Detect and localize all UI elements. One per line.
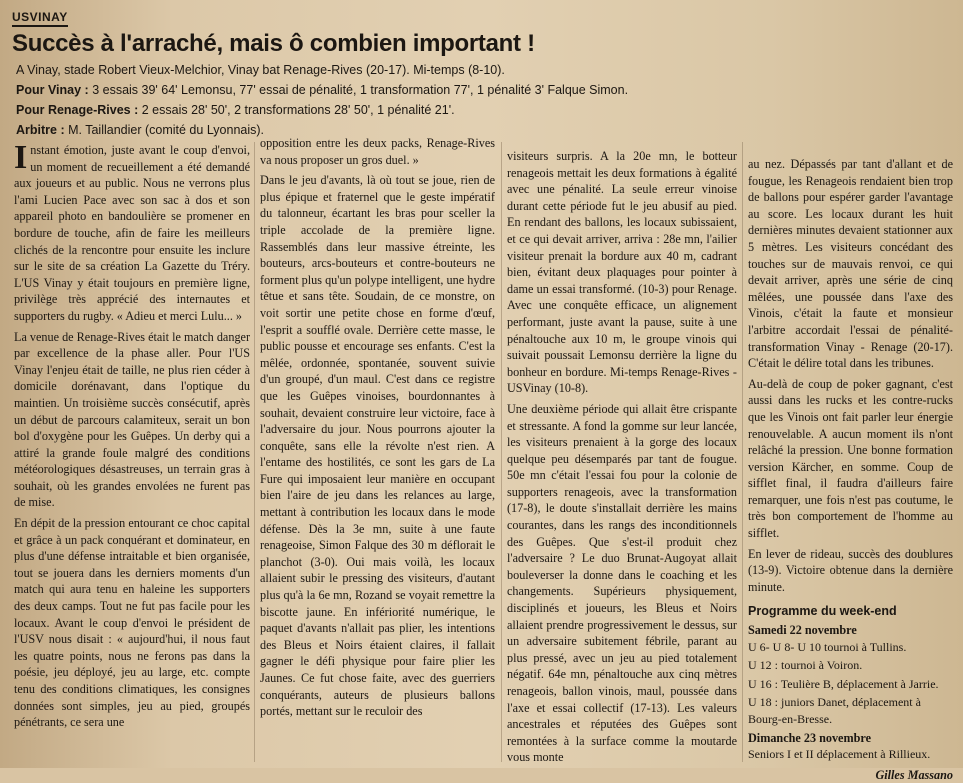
paragraph: opposition entre les deux packs, Renage-Rives va nous proposer un gros duel. » xyxy=(260,136,495,167)
summary-vinay xyxy=(16,80,946,100)
program-title: Programme du week-end xyxy=(748,604,897,619)
match-summary xyxy=(16,60,946,140)
paragraph: Une deuxième période qui allait être crispante et stressante. A fond la gomme sur leur lancée, les visiteurs prenaient à la gorge des locaux quelque peu désemparés par tant de fougue. 50e mn c'était l'essai fou pour la colonie de supporters renageois, avec la transformation (17-8), le doute s'installait derrière les mains courantes, dans les rangs des inconditionnels des Guêpes. Que s'est-il produit chez l'adversaire ? Le duo Brunat-Augoyat allait bouleverser la donne dans le coaching et les changements. Supérieurs physiquement, disciplinés et joueurs, les Bleus et Noirs allaient prendre progressivement le dessus, sur un adversaire subitement fébrile, parant au plus pressé, avec un jeu au pied totalement négatif. 64e mn, pénaltouche aux cinq mètres renageois, ballon vinois, maul, poussée dans l'axe et essai collectif (17-13). Les valeurs ancestrales et réputées des Guêpes sont remontées à la surface comme la moutarde vous monte xyxy=(507,401,737,765)
program-day-saturday: Samedi 22 novembre xyxy=(748,623,857,638)
paragraph: En lever de rideau, succès des doublures (13-9). Victoire obtenue dans la dernière minute. xyxy=(748,546,953,594)
article-author: Gilles Massano xyxy=(875,767,953,782)
section-kicker: USVINAY xyxy=(12,10,68,27)
program-item: U 6- U 8- U 10 tournoi à Tullins. xyxy=(748,639,907,654)
paragraph: Dans le jeu d'avants, là où tout se joue, rien de plus épique et fraternel que le geste impératif du talonneur, écartant les bras pour sceller la triple accolade de la première ligne. Rassemblés dans leur massive étreinte, les bouteurs, arcs-bouteurs et contre-bouteurs ne forment plus qu'un polype intelligent, une hydre têtue et sans tête. Soudain, de ce monstre, on voit sortir une petite chose en forme d'œuf, l'esprit a soufflé ovale. Derrière cette masse, le public pousse et encourage ses enfants. C'est la mêlée, ordonnée, spontanée, souvent suivie d'un groupé, d'un maul. C'est dans ce registre que les Guêpes vinoises, bourdonnantes à souhait, devaient construire leur victoire, face à l'adversaire du jour. Nous pourrons ajouter la conquête, sans elle la révolte n'est rien. A l'entame des hostilités, ce sont les gars de La Fure qui imposaient leur manière en occupant bien l'aire de jeu dans les relances au large, mettant à contribution les locaux dans le mode défense. Dès la 3e mn, suite à une faute renageoise, Simon Falque des 30 m déflorait le planchot (3-0). Oui mais voilà, les locaux allaient subir le pressing des visiteurs, d'autant plus qu'à la 6e mn, Rozand se voyait remettre la biscotte jaune. En infériorité numérique, le paquet d'avants n'allait pas plier, les intentions des Bleus et Noirs étaient claires, il fallait gagner le défi physique pour faire plier les Jaunes. Ce fut chose faite, avec des guerriers conquérants, auteurs de plusieurs ballons portés, mettant sur le reculoir des xyxy=(260,173,495,719)
paragraph: visiteurs surpris. A la 20e mn, le botteur renageois mettait les deux formations à égalité avec une pénalité. La seule erreur vinoise durant cette période fut le jeu abusif au pied. En rendant des ballons, les locaux subissaient, et ce qui devait arriver, arriva : 28e mn, l'ailier visiteur prenait la bordure aux 40 m, cadrant bien, évitant deux plaquages pour pointer à dame un essai transformé. (10-3) pour Renage. Avec une conquête efficace, un alignement performant, juste avant la pause, suite à une pénaltouche aux 10 m, le groupe vinois qui suivait poussait Lemonsu derrière la ligne du bonheur en bordure. Mi-temps Renage-Rives - USVinay (10-8). xyxy=(507,149,737,396)
paragraph-text: nstant émotion, juste avant le coup d'envoi, un moment de recueillement a été demandé aux joueurs et au public. Nous ne verrons plus l'ami Lucien Pace avec son sac à dos et son appareil photo en bandoulière se promener en bordure de touche, afin de faire les meilleurs clichés de la rencontre pour ensuite les inclure sur le site de sa création La Gazette du Tréry. L'US Vinay y était toujours en première ligne, privilège très apprécié des internautes et supporters du rugby. « Adieu et merci Lulu... » xyxy=(14,143,250,323)
summary-renage xyxy=(16,100,946,120)
program-item: Seniors I et II déplacement à Rillieux. xyxy=(748,747,931,762)
summary-referee-label: Arbitre : xyxy=(16,123,65,137)
column-rule xyxy=(501,142,502,762)
summary-venue: A Vinay, stade Robert Vieux-Melchior, Vinay bat Renage-Rives (20-17). Mi-temps (8-10). xyxy=(16,63,505,77)
article-column-1 xyxy=(14,139,250,764)
program-item: U 16 : Teulière B, déplacement à Jarrie. xyxy=(748,676,939,691)
summary-vinay-text: 3 essais 39' 64' Lemonsu, 77' essai de pénalité, 1 transformation 77', 1 pénalité 3' Falque Simon. xyxy=(88,83,629,97)
summary-vinay-label: Pour Vinay : xyxy=(16,83,89,97)
summary-referee-text: M. Taillandier (comité du Lyonnais). xyxy=(64,123,265,137)
paragraph: La venue de Renage-Rives était le match danger par excellence de la phase aller. Pour l'US Vinay l'enjeu était de taille, ne plus rien céder à domicile dorénavant, dans l'optique du maintien. Un troisième succès consécutif, après un début de parcours calamiteux, serait un bon bol d'oxygène pour les Guêpes. Un derby qui a attiré la grande foule malgré des conditions météorologiques désastreuses, un terrain gras à souhait, où les grandes envolées ne furent pas de mise. xyxy=(14,329,250,510)
paragraph: Au-delà de coup de poker gagnant, c'est aussi dans les rucks et les contre-rucks que les Vinois ont fait parler leur énergie renouvelable. A aucun moment ils n'ont relâché la pression. Une bonne formation version Kärcher, en somme. Coup de sifflet final, il faudra d'ailleurs faire remarquer, une fois n'est pas coutume, le très bon comportement de l'homme au sifflet. xyxy=(748,376,953,541)
column-rule xyxy=(254,142,255,762)
article-headline: Succès à l'arraché, mais ô combien important ! xyxy=(12,30,535,57)
article-column-4 xyxy=(748,156,953,782)
column-rule xyxy=(742,142,743,762)
program-day-sunday: Dimanche 23 novembre xyxy=(748,730,871,745)
paragraph: En dépit de la pression entourant ce choc capital et grâce à un pack conquérant et dominateur, en plus d'une défense intraitable et bien organisée, tout se jouera dans les derniers moments d'un match qui aura tenu en haleine les supporters des deux camps. Tout ne fut pas facile pour les locaux. Avant le coup d'envoi le président de l'USV nous disait : « aujourd'hui, il nous faut les quatre points, nous ne ferons pas dans la poésie, jeu déployé, jeu au large, etc. compte tenu des conditions climatiques, les consignes données sont simples, jeu au pied, groupés pénétrants, ce sera une xyxy=(14,516,250,730)
article-column-2 xyxy=(260,135,495,757)
drop-cap: I xyxy=(14,139,28,176)
article-column-3 xyxy=(507,148,737,770)
paragraph: au nez. Dépassés par tant d'allant et de fougue, les Renageois rendaient bien trop de ballons pour espérer garder l'avantage au score. Les locaux durant les huit dernières minutes devaient stationner aux 5 mètres. Les visiteurs concédant des touches sur de mauvais renvoi, ce qui devait arriver, après une série de cinq mêlées, une poussée dans l'axe des Vinois, c'était la faute et monsieur l'arbitre accordait l'essai de pénalité-transformation Vinay - Renage (20-17). C'était le délire total dans les tribunes. xyxy=(748,157,953,371)
program-item: U 18 : juniors Danet, déplacement à Bourg-en-Bresse. xyxy=(748,695,921,726)
summary-renage-label: Pour Renage-Rives : xyxy=(16,103,139,117)
program-item: U 12 : tournoi à Voiron. xyxy=(748,658,863,673)
paragraph xyxy=(14,139,250,325)
summary-renage-text: 2 essais 28' 50', 2 transformations 28' 50', 1 pénalité 21'. xyxy=(138,103,455,117)
